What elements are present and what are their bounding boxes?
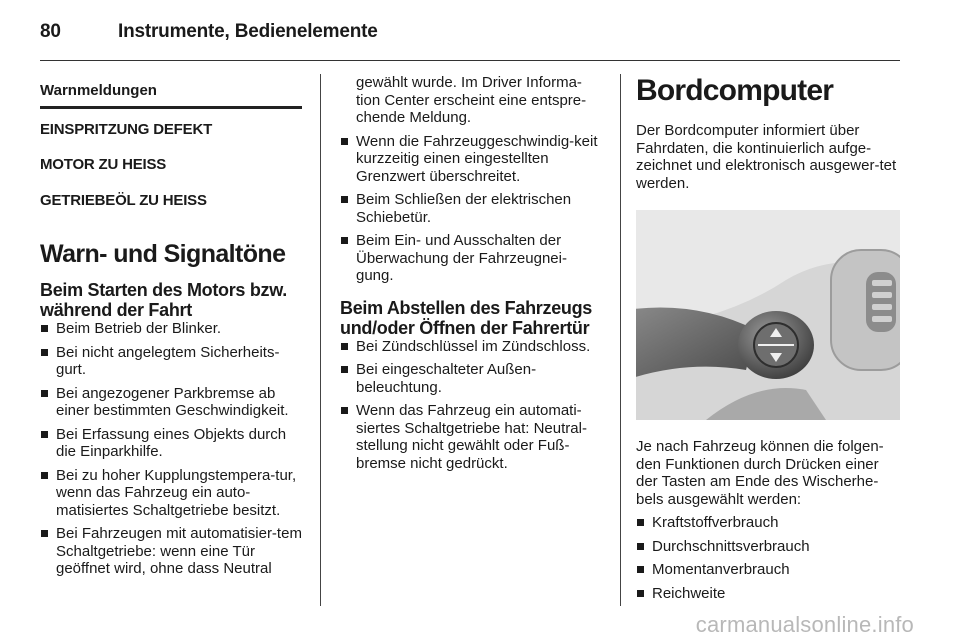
bullet-icon (41, 325, 48, 332)
warning-message: EINSPRITZUNG DEFEKT (40, 120, 213, 138)
functions-paragraph: Je nach Fahrzeug können die folgen-den Funktionen durch Drücken einer der Tasten am Ende des Wischerhe-bels ausgewählt werden: (636, 438, 884, 508)
page-number: 80 (40, 21, 61, 42)
bullet-icon (41, 472, 48, 479)
bullet-icon (341, 138, 348, 145)
bullet-icon (341, 196, 348, 203)
list-item: Bei Zündschlüssel im Zündschloss. (340, 338, 604, 356)
bullet-icon (341, 366, 348, 373)
column-divider-2 (620, 74, 621, 606)
bullet-icon (41, 431, 48, 438)
section-rule (40, 106, 302, 109)
list-item: Bei angezogener Parkbremse ab einer bestimmten Geschwindigkeit. (40, 385, 302, 420)
section-heading: Bordcomputer (636, 74, 834, 107)
bullet-list (636, 514, 904, 602)
list-item: Bei zu hoher Kupplungstempera-tur, wenn das Fahrzeug ein auto-matisiertes Schaltgetriebe besitzt. (40, 467, 302, 520)
list-item: Bei nicht angelegtem Sicherheits-gurt. (40, 344, 302, 379)
list-item: Durchschnittsverbrauch (636, 538, 904, 556)
list-item: Reichweite (636, 585, 904, 603)
list-item: Bei Fahrzeugen mit automatisier-tem Schaltgetriebe: wenn eine Tür geöffnet wird, ohne dass Neutral (40, 525, 302, 578)
column-divider-1 (320, 74, 321, 606)
section-heading: Warn- und Signaltöne (40, 240, 286, 268)
bullet-icon (637, 590, 644, 597)
warning-message: MOTOR ZU HEISS (40, 156, 167, 173)
list-item: Momentanverbrauch (636, 561, 904, 579)
bullet-icon (637, 519, 644, 526)
page-header (40, 14, 378, 50)
watermark: carmanualsonline.info (695, 612, 914, 637)
bullet-icon (341, 237, 348, 244)
column-2 (340, 74, 604, 472)
bullet-icon (41, 349, 48, 356)
wiper-lever-illustration (636, 210, 900, 420)
bullet-icon (341, 407, 348, 414)
column-1 (40, 72, 302, 578)
list-item: Bei Erfassung eines Objekts durch die Einparkhilfe. (40, 426, 302, 461)
list-item: Beim Schließen der elektrischen Schiebetür. (340, 191, 604, 226)
list-item: Kraftstoffverbrauch (636, 514, 904, 532)
bullet-icon (41, 530, 48, 537)
warning-message: GETRIEBEÖL ZU HEISS (40, 191, 207, 209)
bullet-icon (341, 343, 348, 350)
list-item-continuation: gewählt wurde. Im Driver Informa-tion Center erscheint eine entspre-chende Meldung. (356, 74, 587, 126)
section-label: Warnmeldungen (40, 82, 157, 99)
header-rule (40, 60, 900, 61)
wiper-lever-photo (636, 210, 900, 420)
column-3 (636, 74, 904, 602)
list-item: Beim Ein- und Ausschalten der Überwachung der Fahrzeugnei-gung. (340, 232, 604, 285)
chapter-title: Instrumente, Bedienelemente (118, 21, 378, 42)
bullet-list (340, 338, 604, 473)
list-item: Bei eingeschalteter Außen-beleuchtung. (340, 361, 604, 396)
bullet-list (340, 74, 604, 285)
bullet-icon (41, 390, 48, 397)
bullet-list (40, 320, 302, 578)
list-item: Wenn die Fahrzeuggeschwindig-keit kurzzeitig einen eingestellten Grenzwert überschreitet. (340, 133, 604, 186)
list-item: Beim Betrieb der Blinker. (40, 320, 302, 338)
bullet-icon (637, 543, 644, 550)
subheading: Beim Abstellen des Fahrzeugs und/oder Öffnen der Fahrertür (340, 297, 593, 338)
list-item: Wenn das Fahrzeug ein automati-siertes Schaltgetriebe hat: Neutral-stellung nicht gewählt oder Fuß-bremse nicht gedrückt. (340, 402, 604, 472)
subheading: Beim Starten des Motors bzw. während der Fahrt (40, 280, 287, 320)
bullet-icon (637, 566, 644, 573)
intro-paragraph: Der Bordcomputer informiert über Fahrdaten, die kontinuierlich aufge-zeichnet und elektronisch ausgewer-tet werden. (636, 122, 897, 192)
